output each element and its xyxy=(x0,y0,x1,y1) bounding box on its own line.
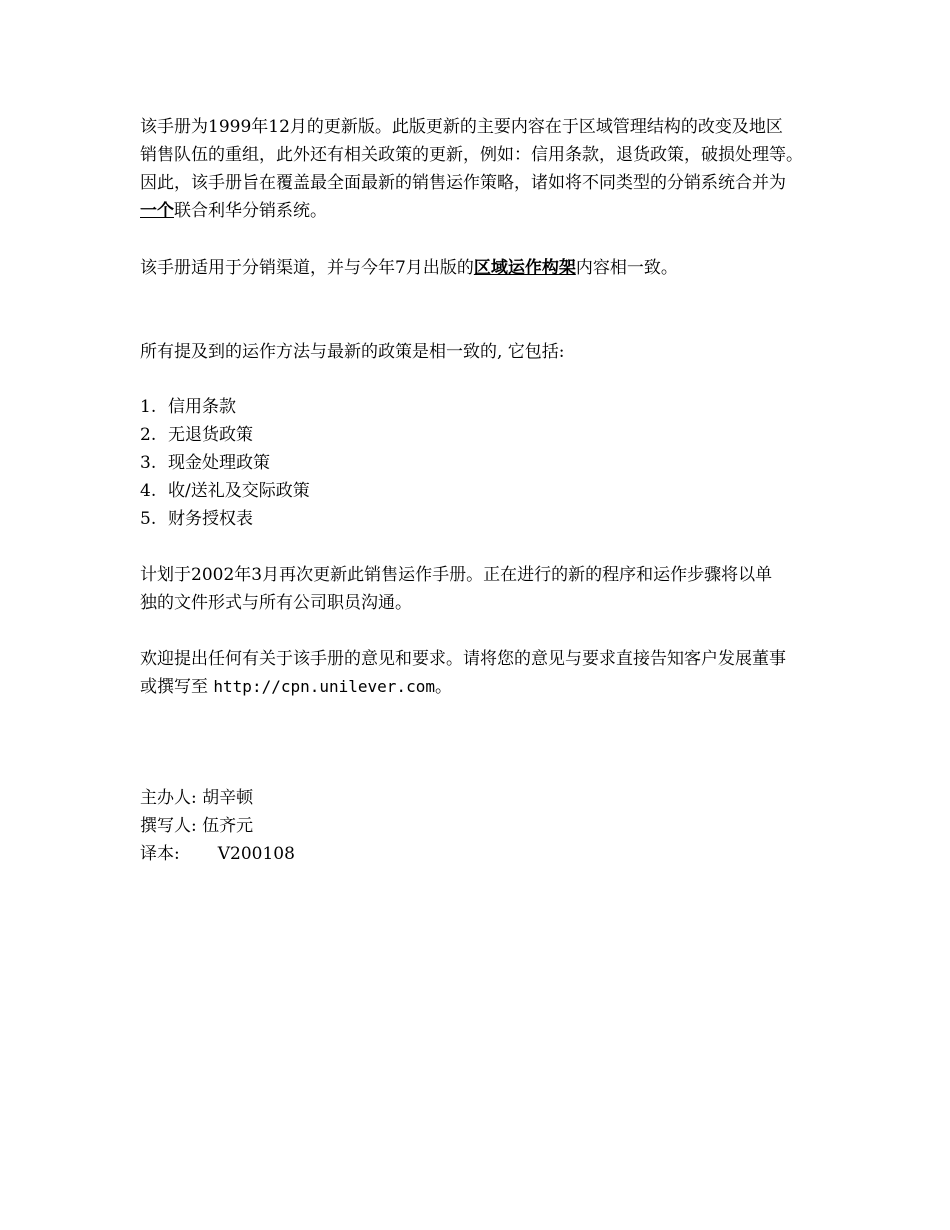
intro-line xyxy=(140,197,860,225)
scope-text-after: 内容相一致。 xyxy=(575,258,678,278)
intro-paragraph xyxy=(140,113,860,225)
plan-paragraph xyxy=(140,561,860,617)
credit-version-label: 译本: xyxy=(140,844,180,864)
list-item-text: 信用条款 xyxy=(168,397,236,417)
list-item xyxy=(140,449,860,477)
intro-line-text: 联合利华分销系统。 xyxy=(174,201,327,221)
list-item-text: 现金处理政策 xyxy=(168,453,270,473)
list-item-number: 3. xyxy=(140,453,157,473)
feedback-line: 欢迎提出任何有关于该手册的意见和要求。请将您的意见与要求直接告知客户发展董事 xyxy=(140,649,786,669)
intro-emphasis: 一个 xyxy=(140,201,174,221)
list-item xyxy=(140,393,860,421)
list-item-number: 5. xyxy=(140,509,157,529)
credit-writer-name: 伍齐元 xyxy=(202,816,254,836)
policies-lead: 所有提及到的运作方法与最新的政策是相一致的, 它包括: xyxy=(140,342,565,362)
credit-sponsor-name: 胡辛顿 xyxy=(202,788,254,808)
credit-sponsor-label: 主办人: xyxy=(140,788,197,808)
feedback-prefix: 或撰写至 xyxy=(140,677,214,697)
policies-list xyxy=(140,393,860,533)
feedback-line xyxy=(140,673,860,701)
list-item xyxy=(140,477,860,505)
feedback-paragraph xyxy=(140,645,860,701)
intro-line: 因此，该手册旨在覆盖最全面最新的销售运作策略，诸如将不同类型的分销系统合并为 xyxy=(140,173,786,193)
credit-writer xyxy=(140,812,860,840)
scope-line xyxy=(140,254,860,282)
list-item-text: 收/送礼及交际政策 xyxy=(168,481,310,501)
credits-section xyxy=(140,784,860,868)
intro-line: 销售队伍的重组，此外还有相关政策的更新，例如：信用条款，退货政策，破损处理等。 xyxy=(140,145,803,165)
scope-text-before: 该手册适用于分销渠道，并与今年7月出版的 xyxy=(140,258,474,278)
list-item-number: 4. xyxy=(140,481,157,501)
scope-paragraph xyxy=(140,254,860,282)
regional-structure-link[interactable]: 区域运作构架 xyxy=(473,258,576,278)
feedback-url-link[interactable]: http://cpn.unilever.com xyxy=(213,677,435,696)
list-item-number: 1. xyxy=(140,397,157,417)
credit-sponsor xyxy=(140,784,860,812)
plan-line: 独的文件形式与所有公司职员沟通。 xyxy=(140,593,412,613)
list-item xyxy=(140,421,860,449)
list-item-number: 2. xyxy=(140,425,157,445)
policies-section xyxy=(140,338,860,366)
feedback-suffix: 。 xyxy=(434,677,452,697)
plan-line: 计划于2002年3月再次更新此销售运作手册。正在进行的新的程序和运作步骤将以单 xyxy=(140,565,773,585)
intro-line: 该手册为1999年12月的更新版。此版更新的主要内容在于区域管理结构的改变及地区 xyxy=(140,117,783,137)
list-item-text: 财务授权表 xyxy=(168,509,253,529)
list-item-text: 无退货政策 xyxy=(168,425,253,445)
list-item xyxy=(140,505,860,533)
credit-version xyxy=(140,840,860,868)
credit-writer-label: 撰写人: xyxy=(140,816,197,836)
credit-version-value: V200108 xyxy=(217,844,295,864)
